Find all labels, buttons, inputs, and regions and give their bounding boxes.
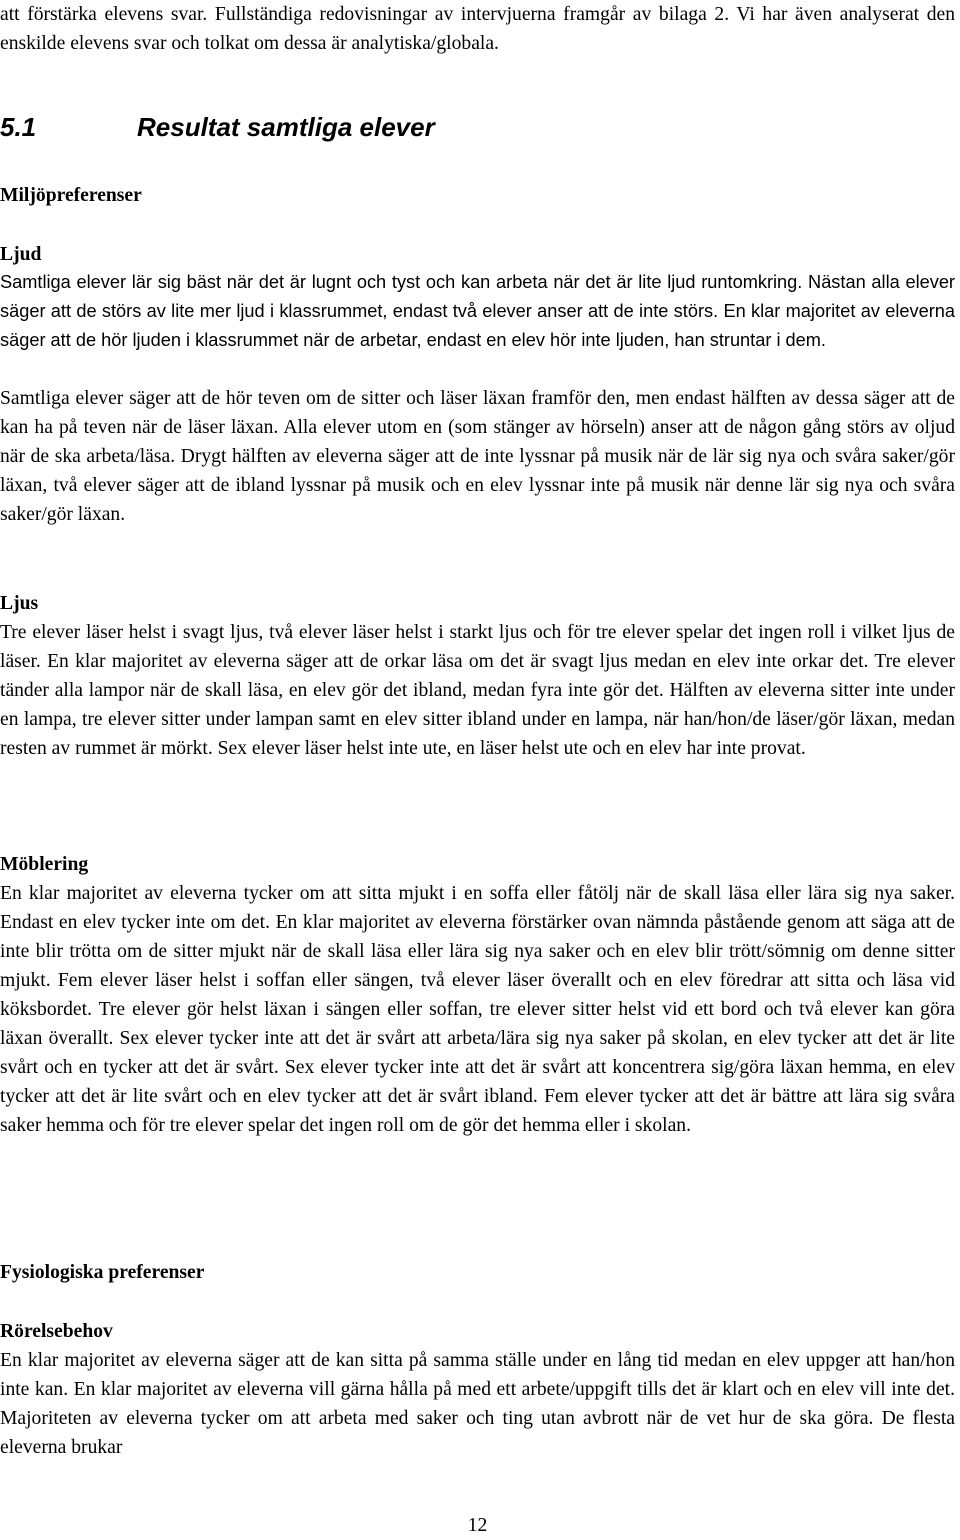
- ljus-paragraph: Tre elever läser helst i svagt ljus, två elever läser helst i starkt ljus och för tre elever spelar det ingen roll i vilket ljus de läser. En klar majoritet av eleverna säger att de orkar läsa om det är svagt ljus medan en elev inte orkar det. Tre elever tänder alla lampor när de skall läsa, en elev gör det ibland, medan fyra inte gör det. Hälften av eleverna sitter inte under en lampa, tre elever sitter under lampan samt en elev sitter ibland under en lampa, när han/hon/de läser/gör läxan, medan resten av rummet är mörkt. Sex elever läser helst inte ute, en läser helst ute och en elev har inte provat.: [0, 622, 955, 759]
- intro-paragraph: att förstärka elevens svar. Fullständiga redovisningar av intervjuerna framgår av bilaga 2. Vi har även analyserat den enskilde elevens svar och tolkat om dessa är analytiska/globala.: [0, 4, 955, 54]
- ljud-heading: Ljud: [0, 244, 42, 265]
- moblering-heading: Möblering: [0, 854, 89, 875]
- rorelsebehov-paragraph: En klar majoritet av eleverna säger att de kan sitta på samma ställe under en lång tid medan en elev uppger att han/hon inte kan. En klar majoritet av eleverna vill gärna hålla på med ett arbete/uppgift tills det är klart och en elev vill inte det. Majoriteten av eleverna tycker om att arbeta med saker och ting utan avbrott när de vet hur de ska göra. De flesta eleverna brukar: [0, 1350, 955, 1458]
- miljopreferenser-heading: Miljöpreferenser: [0, 185, 142, 206]
- moblering-paragraph: En klar majoritet av eleverna tycker om att sitta mjukt i en soffa eller fåtölj när de skall läsa eller lära sig nya saker. Endast en elev tycker inte om det. En klar majoritet av eleverna förstärker ovan nämnda påstående genom att säga att de inte blir trötta om de sitter mjukt när de skall läsa eller lära sig nya saker och en elev blir trött/sömnig om denne sitter mjukt. Fem elever läser helst i soffan eller sängen, två elever läser överallt och en elev föredrar att sitta och läsa vid köksbordet. Tre elever gör helst läxan i sängen eller soffan, tre elever sitter helst vid ett bord och två elever kan göra läxan överallt. Sex elever tycker inte att det är svårt att arbeta/lära sig nya saker på skolan, en elev tycker att det är lite svårt och en tycker att det är svårt. Sex elever tycker inte att det är svårt att koncentrera sig/göra läxan hemma, en elev tycker att det är lite svårt och en elev tycker att det är svårt ibland. Fem elever tycker att det är bättre att lära sig svåra saker hemma och för tre elever spelar det ingen roll om de gör det hemma eller i skolan.: [0, 883, 955, 1136]
- fysiologiska-heading: Fysiologiska preferenser: [0, 1262, 205, 1283]
- ljud-paragraph-part2: Samtliga elever säger att de hör teven om de sitter och läser läxan framför den, men endast hälften av dessa säger att de kan ha på teven när de läser läxan. Alla elever utom en (som stänger av hörseln) anser att de någon gång störs av oljud när de ska arbeta/läsa. Drygt hälften av eleverna säger att de inte lyssnar på musik när de lär sig nya och svåra saker/gör läxan, två elever säger att de ibland lyssnar på musik och en elev lyssnar inte på musik när denne lär sig nya och svåra saker/gör läxan.: [0, 388, 955, 525]
- rorelsebehov-heading: Rörelsebehov: [0, 1321, 113, 1342]
- section-heading: [0, 110, 435, 144]
- page-number: 12: [467, 1515, 488, 1536]
- ljus-heading: Ljus: [0, 593, 39, 614]
- section-number: 5.1: [0, 112, 37, 142]
- section-title: Resultat samtliga elever: [137, 112, 435, 142]
- ljud-paragraph-part1: Samtliga elever lär sig bäst när det är lugnt och tyst och kan arbeta när det är lite ljud runtomkring. Nästan alla elever säger att de störs av lite mer ljud i klassrummet, endast två elever anser att de inte störs. En klar majoritet av eleverna säger att de hör ljuden i klassrummet när de arbetar, endast en elev hör inte ljuden, han struntar i dem.: [0, 272, 955, 350]
